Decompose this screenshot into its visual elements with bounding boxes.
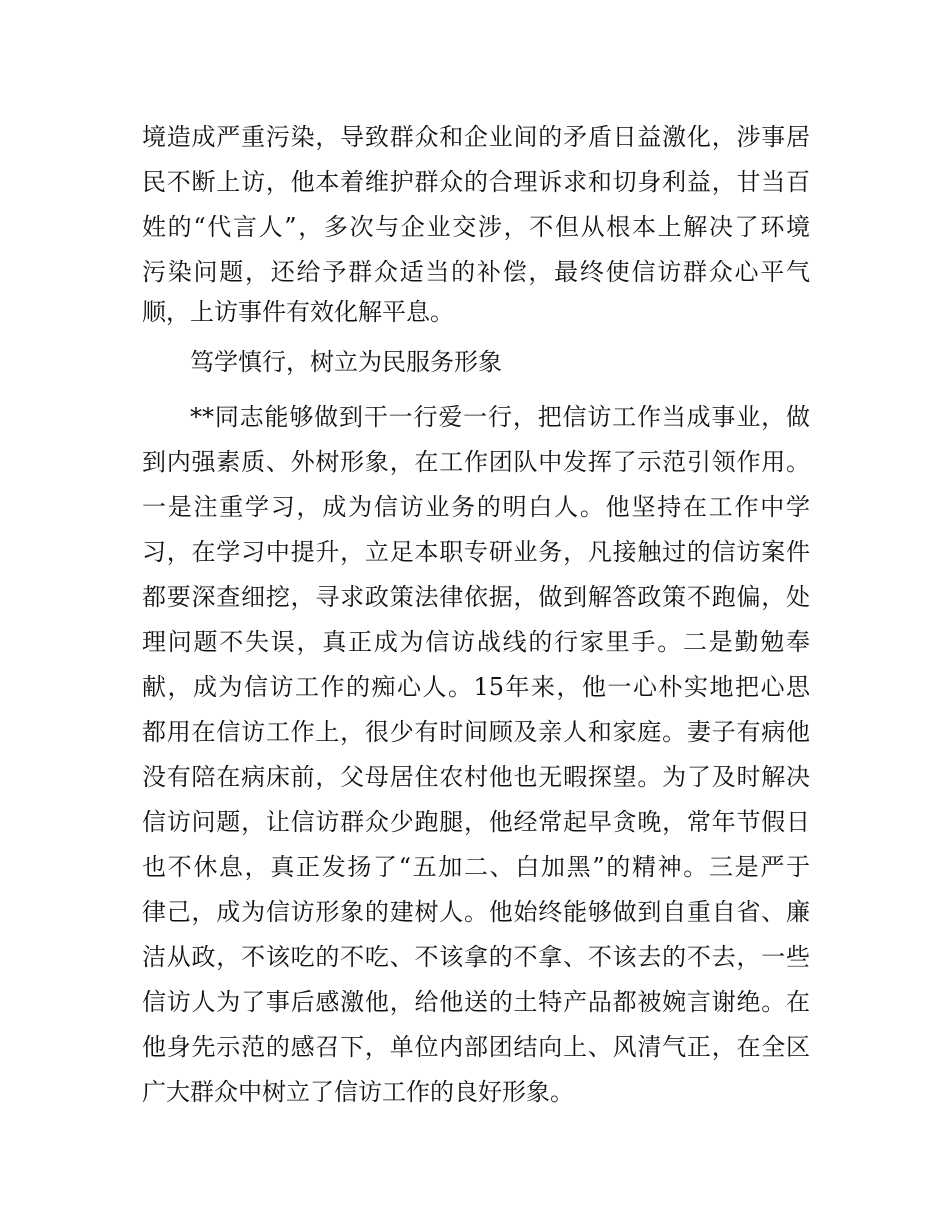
- paragraph-2-line-14: 信访人为了事后感激他，给他送的土特产品都被婉言谢绝。在: [142, 988, 810, 1016]
- paragraph-2-line-7: 献，成为信访工作的痴心人。15年来，他一心朴实地把心思: [142, 673, 810, 701]
- paragraph-1-line-5: 顺，上访事件有效化解平息。: [142, 298, 454, 326]
- paragraph-1-line-2: 民不断上访，他本着维护群众的合理诉求和切身利益，甘当百: [142, 168, 810, 196]
- paragraph-1-line-4: 污染问题，还给予群众适当的补偿，最终使信访群众心平气: [142, 258, 810, 286]
- paragraph-2-line-16: 广大群众中树立了信访工作的良好形象。: [142, 1078, 574, 1106]
- paragraph-2-line-4: 习，在学习中提升，立足本职专研业务，凡接触过的信访案件: [142, 538, 810, 566]
- paragraph-2-line-15: 他身先示范的感召下，单位内部团结向上、风清气正，在全区: [142, 1033, 810, 1061]
- paragraph-2-line-10: 信访问题，让信访群众少跑腿，他经常起早贪晚，常年节假日: [142, 808, 810, 836]
- section-heading: 笃学慎行，树立为民服务形象: [190, 348, 502, 376]
- paragraph-2-line-3: 一是注重学习，成为信访业务的明白人。他坚持在工作中学: [142, 493, 810, 521]
- paragraph-2-line-8: 都用在信访工作上，很少有时间顾及亲人和家庭。妻子有病他: [142, 718, 810, 746]
- paragraph-1-line-1: 境造成严重污染，导致群众和企业间的矛盾日益激化，涉事居: [142, 123, 810, 151]
- paragraph-2-line-12: 律己，成为信访形象的建树人。他始终能够做到自重自省、廉: [142, 898, 810, 926]
- paragraph-2-line-1: **同志能够做到干一行爱一行，把信访工作当成事业，做: [190, 403, 810, 431]
- paragraph-2-line-6: 理问题不失误，真正成为信访战线的行家里手。二是勤勉奉: [142, 628, 810, 656]
- paragraph-2-line-13: 洁从政，不该吃的不吃、不该拿的不拿、不该去的不去，一些: [142, 943, 810, 971]
- paragraph-2-line-9: 没有陪在病床前，父母居住农村他也无暇探望。为了及时解决: [142, 763, 810, 791]
- paragraph-2-line-11: 也不休息，真正发扬了“五加二、白加黑”的精神。三是严于: [142, 853, 810, 881]
- paragraph-1-line-3: 姓的“代言人”，多次与企业交涉，不但从根本上解决了环境: [142, 213, 810, 241]
- paragraph-2-line-2: 到内强素质、外树形象，在工作团队中发挥了示范引领作用。: [142, 448, 810, 476]
- paragraph-2-line-5: 都要深查细挖，寻求政策法律依据，做到解答政策不跑偏，处: [142, 583, 810, 611]
